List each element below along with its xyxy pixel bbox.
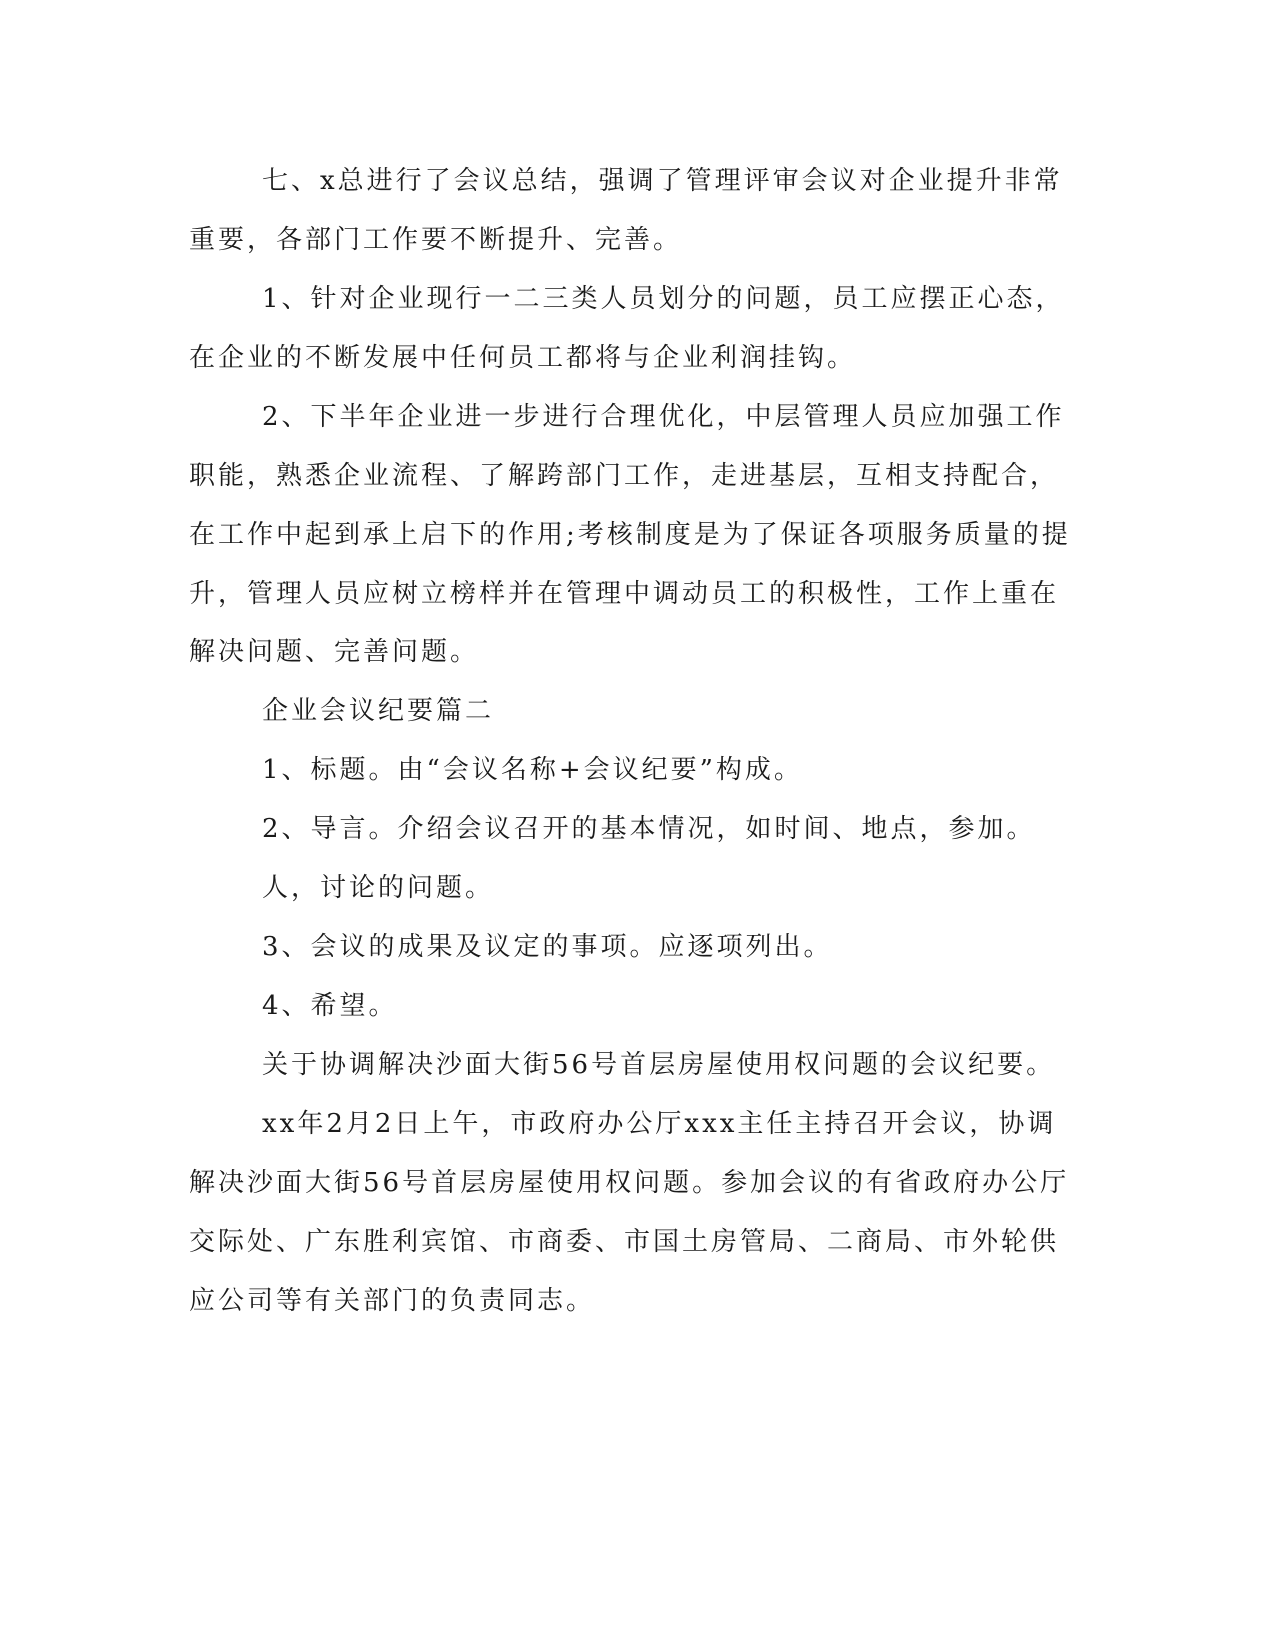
paragraph-line: 职能，熟悉企业流程、了解跨部门工作，走进基层，互相支持配合， [189, 461, 1060, 491]
paragraph-line: 交际处、广东胜利宾馆、市商委、市国土房管局、二商局、市外轮供 [189, 1227, 1060, 1257]
paragraph-line: 在工作中起到承上启下的作用;考核制度是为了保证各项服务质量的提 [189, 520, 1071, 550]
paragraph-line: 重要，各部门工作要不断提升、完善。 [189, 225, 683, 255]
list-item: 1、标题。由“会议名称+会议纪要”构成。 [262, 755, 803, 785]
paragraph-line: 应公司等有关部门的负责同志。 [189, 1286, 596, 1316]
example-title: 关于协调解决沙面大街56号首层房屋使用权问题的会议纪要。 [262, 1050, 1056, 1080]
paragraph-line: 七、x总进行了会议总结，强调了管理评审会议对企业提升非常 [262, 166, 1063, 196]
list-item: 3、会议的成果及议定的事项。应逐项列出。 [262, 932, 833, 962]
list-item: 2、导言。介绍会议召开的基本情况，如时间、地点，参加。 [262, 814, 1036, 844]
list-item: 4、希望。 [262, 991, 398, 1021]
paragraph-line: 升，管理人员应树立榜样并在管理中调动员工的积极性，工作上重在 [189, 579, 1060, 609]
paragraph-line: 解决沙面大街56号首层房屋使用权问题。参加会议的有省政府办公厅 [189, 1168, 1070, 1198]
paragraph-line: xx年2月2日上午，市政府办公厅xxx主任主持召开会议，协调 [262, 1109, 1057, 1139]
section-heading: 企业会议纪要篇二 [262, 696, 495, 726]
paragraph-line: 1、针对企业现行一二三类人员划分的问题，员工应摆正心态， [262, 284, 1065, 314]
paragraph-line: 解决问题、完善问题。 [189, 637, 480, 667]
paragraph-line: 在企业的不断发展中任何员工都将与企业利润挂钩。 [189, 343, 857, 373]
paragraph-line: 2、下半年企业进一步进行合理优化，中层管理人员应加强工作 [262, 402, 1065, 432]
list-item: 人，讨论的问题。 [262, 873, 495, 903]
